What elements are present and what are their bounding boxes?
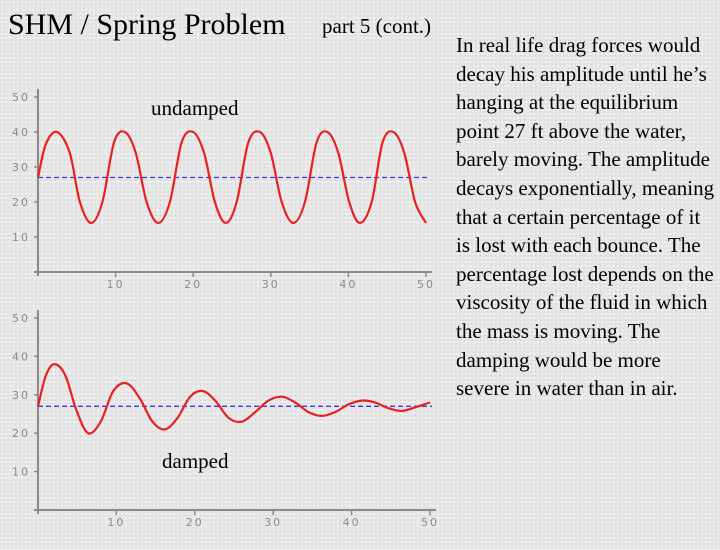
x-tick-label: 30 — [264, 516, 283, 529]
slide-subtitle: part 5 (cont.) — [322, 14, 432, 38]
x-tick-label: 30 — [261, 278, 280, 291]
series-line — [38, 364, 430, 433]
y-tick-label: 50 — [12, 91, 30, 104]
y-tick-label: 20 — [12, 427, 30, 441]
y-tick-label: 10 — [12, 231, 30, 244]
explanation-text: In real life drag forces would decay his amplitude until he’s hanging at the equilibrium point 27 ft above the water, barely moving. The amplitude decays exponentially, meaning that a certain percentage of it is lost with each bounce. The percentage lost depends on the viscosity of the fluid in which the mass is moving. The damping would be more severe in water than in air. — [456, 33, 715, 401]
x-tick-label: 10 — [106, 278, 125, 291]
y-tick-label: 30 — [12, 161, 30, 174]
y-tick-label: 40 — [12, 350, 30, 364]
damped-label: damped — [162, 449, 229, 473]
slide-title: SHM / Spring Problem — [8, 8, 286, 41]
damped-chart — [0, 300, 450, 550]
x-tick-label: 40 — [342, 516, 361, 529]
y-tick-label: 50 — [12, 312, 30, 325]
x-tick-label: 50 — [417, 278, 435, 291]
y-tick-label: 40 — [12, 126, 30, 139]
y-tick-label: 20 — [12, 196, 30, 209]
x-tick-label: 20 — [184, 278, 203, 291]
x-tick-label: 10 — [107, 516, 126, 529]
y-tick-label: 30 — [12, 388, 30, 402]
y-tick-label: 10 — [12, 465, 30, 479]
x-tick-label: 40 — [339, 278, 358, 291]
undamped-label: undamped — [151, 96, 239, 120]
x-tick-label: 50 — [421, 516, 439, 529]
x-tick-label: 20 — [185, 516, 204, 529]
